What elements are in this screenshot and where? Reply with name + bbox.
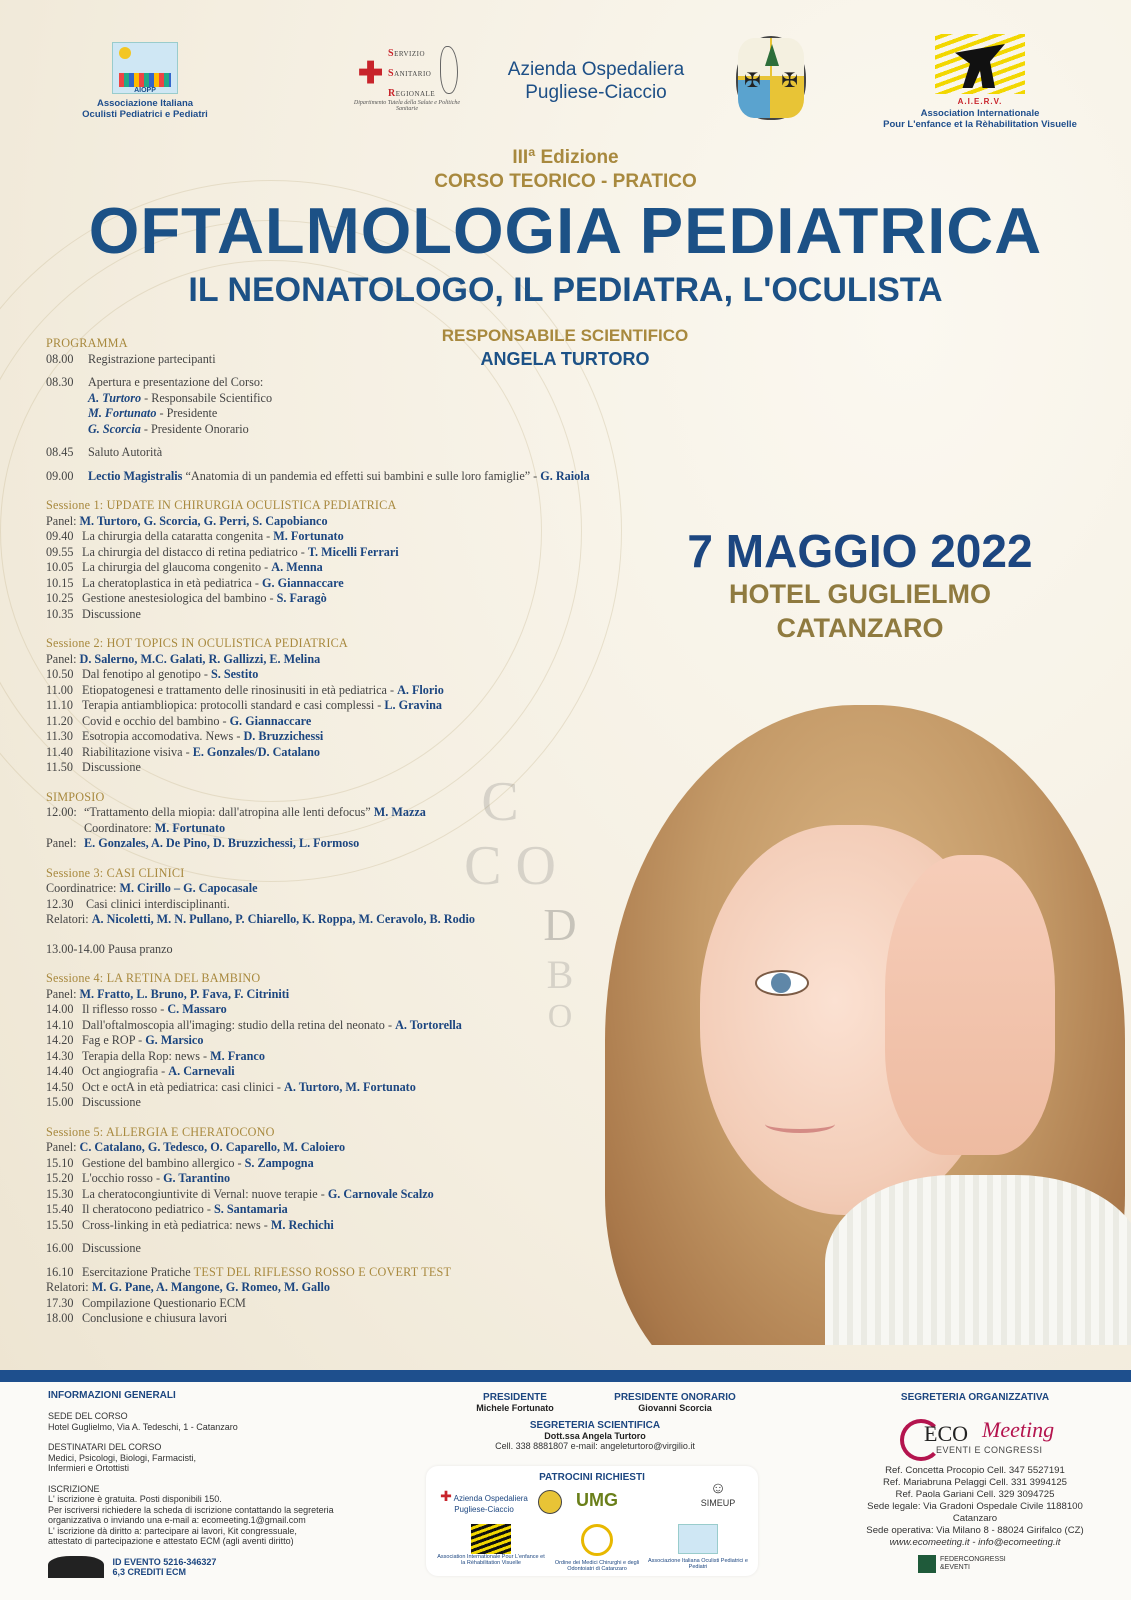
list-item: 09.40 La chirurgia della cataratta congenita - M. Fortunato — [46, 529, 344, 543]
list-item: 10.15 La cheratoplastica in età pediatrica - G. Giannaccare — [46, 575, 344, 590]
list-item: 08.00 Registrazione partecipanti — [46, 351, 216, 366]
ecomeeting-logo: ECO Meeting EVENTI E CONGRESSI — [900, 1417, 1050, 1457]
scientific-lead: RESPONSABILE SCIENTIFICO ANGELA TURTORO — [441, 326, 689, 369]
list-item: M. Fortunato - Presidente — [88, 406, 218, 420]
aierv-logo — [880, 30, 1080, 130]
federcongressi-icon — [918, 1555, 936, 1573]
general-info: INFORMAZIONI GENERALI SEDE DEL CORSO Hotel Guglielmo, Via A. Tedeschi, 1 - Catanzaro DESTINATARI DEL CORSO Medici, Psicologi, Biologi, Farmacisti, Infermieri e Ortottisti ISCRIZIONE L' iscrizione è gratuita. Posti disponibili 150. Per iscriversi richiedere la scheda di iscrizione contattando la segreteria organizzativa o inviando una e-mail a: ecomeeting.1@gmail.com L' iscrizione dà diritto a: partecipare ai lavori, Kit congressuale, attestato di partecipazione e attestato ECM (agli aventi diritto) — [48, 1390, 334, 1546]
organizing-secretariat: SEGRETERIA ORGANIZZATIVA ECO Meeting EVENTI E CONGRESSI Ref. Concetta Procopio Cell. 347 5527191 Ref. Mariabruna Pelaggi Cell. 331 3994125 Ref. Paola Gariani Cell. 329 3094725 Sede legale: Via Gradoni Ospedale Civile 1188100 Catanzaro Sede operativa: Via Milano 8 - 88024 Girifalco (CZ) www.ecomeeting.it - info@ecomeeting.it — [866, 1392, 1084, 1548]
session-heading: Sessione 2: HOT TOPICS IN OCULISTICA PEDIATRICA — [46, 636, 348, 650]
subtitle: IL NEONATOLOGO, IL PEDIATRA, L'OCULISTA — [188, 271, 943, 309]
umg-logo: UMG — [576, 1490, 618, 1510]
session-heading: SIMPOSIO — [46, 789, 105, 804]
list-item: 15.10 Gestione del bambino allergico - S. Zampogna — [46, 1155, 314, 1170]
list-item: 10.25 Gestione anestesiologica del bambino - S. Faragò — [46, 591, 327, 605]
list-item: 14.50 Oct e octA in età pediatrica: casi clinici - A. Turtoro, M. Fortunato — [46, 1079, 416, 1094]
list-item: 09.55 La chirurgia del distacco di retina pediatrico - T. Micelli Ferrari — [46, 544, 399, 559]
list-item: Coordinatrice: M. Cirillo – G. Capocasale — [46, 881, 258, 895]
session-heading: Sessione 4: LA RETINA DEL BAMBINO — [46, 971, 261, 985]
list-item: 14.10 Dall'oftalmoscopia all'imaging: studio della retina del neonato - A. Tortorella — [46, 1017, 462, 1032]
azienda-ospedaliera-logo: Azienda Ospedaliera Pugliese-Ciaccio — [507, 59, 685, 103]
session-heading: Sessione 3: CASI CLINICI — [46, 865, 185, 880]
list-item: 12.00: “Trattamento della miopia: dall'atropina alle lenti defocus” M. Mazza — [46, 805, 426, 819]
list-item: 16.10 Esercitazione Pratiche TEST DEL RIFLESSO ROSSO E COVERT TEST — [46, 1264, 452, 1279]
list-item: 08.30 Apertura e presentazione del Corso: — [46, 375, 264, 389]
session-heading: Sessione 1: UPDATE IN CHIRURGIA OCULISTICA PEDIATRICA — [46, 498, 397, 512]
red-cross-icon: ✚ — [358, 57, 384, 90]
aiopp-logo — [80, 42, 210, 120]
list-item: 11.40 Riabilitazione visiva - E. Gonzales/D. Catalano — [46, 744, 320, 759]
list-item: 13.00-14.00 Pausa pranzo — [46, 941, 173, 956]
aierv-emblem: A.I.E.R.V. — [925, 30, 1035, 102]
list-item: 11.00 Etiopatogenesi e trattamento delle rinosinusiti in età pediatrica - A. Florio — [46, 682, 444, 697]
children-icon — [119, 73, 171, 87]
federcongressi-logo: FEDERCONGRESSI &EVENTI — [918, 1555, 1006, 1573]
event-date: 7 MAGGIO 2022 — [687, 525, 1033, 577]
eye-chart: C C O D B O — [464, 771, 577, 1035]
programme-heading: PROGRAMMA — [46, 336, 128, 350]
list-item: 15.30 La cheratocongiuntivite di Vernal: nuove terapie - G. Carnovale Scalzo — [46, 1186, 434, 1201]
azienda-patron-logo: ✚ Azienda Ospedaliera Pugliese-Ciaccio — [440, 1488, 528, 1514]
list-item: Relatori: A. Nicoletti, M. N. Pullano, P. Chiarello, K. Roppa, M. Ceravolo, B. Rodio — [46, 912, 475, 926]
event-id: ID EVENTO 5216-346327 6,3 CREDITI ECM — [48, 1556, 348, 1578]
list-item: G. Scorcia - Presidente Onorario — [88, 421, 249, 436]
ordine-medici-logo: Ordine dei Medici Chirurghi e degli Odontoiatri di Catanzaro — [552, 1524, 642, 1572]
list-item: Coordinatore: M. Fortunato — [84, 820, 226, 835]
hand-icon — [885, 855, 1055, 1155]
aiopp-caption: Associazione Italiana Oculisti Pediatrici e Pediatri — [82, 98, 208, 120]
list-item: Panel: M. Fratto, L. Bruno, P. Fava, F. Citriniti — [46, 986, 290, 1001]
list-item: Panel: E. Gonzales, A. De Pino, D. Bruzzichessi, L. Formoso — [46, 836, 360, 850]
group-silhouette-icon — [48, 1556, 104, 1578]
list-item: 11.10 Terapia antiambliopica: protocolli standard e casi complessi - L. Gravina — [46, 698, 442, 712]
list-item: 08.45 Saluto Autorità — [46, 445, 163, 459]
list-item: 14.00 Il riflesso rosso - C. Massaro — [46, 1002, 227, 1016]
calabria-map-icon — [440, 46, 458, 94]
ssr-caption: Dipartimento Tutela della Salute e Politiche Sanitarie — [353, 100, 461, 112]
programme — [46, 336, 666, 1327]
list-item: 15.20 L'occhio rosso - G. Tarantino — [46, 1171, 231, 1185]
edition-heading: IIIª Edizione CORSO TEORICO - PRATICO — [434, 147, 697, 192]
list-item: 15.40 Il cheratocono pediatrico - S. Santamaria — [46, 1202, 288, 1216]
event-hotel: HOTEL GUGLIELMO — [729, 579, 991, 609]
region-crest-icon: ✠ ✠ — [736, 36, 806, 120]
patronage-box: PATROCINI RICHIESTI ✚ Azienda Ospedaliera Pugliese-Ciaccio UMG ☺ SIMEUP Association Internationale Pour L'enfance et la Rèhabilitation Visuelle Ordine dei Medici Chirurghi e degli Odontoiatri di Catanzaro Associazione Italiana Oculisti Pediatrici e Pediatri — [426, 1466, 758, 1576]
list-item: 15.00 Discussione — [46, 1095, 141, 1109]
list-item: 10.05 La chirurgia del glaucoma congenito - A. Menna — [46, 560, 323, 574]
aierv-caption: Association Internationale Pour L'enfance et la Rèhabilitation Visuelle — [883, 108, 1077, 130]
region-crest-icon — [538, 1490, 562, 1514]
list-item: Panel: C. Catalano, G. Tedesco, O. Caparello, M. Caloiero — [46, 1140, 346, 1154]
event-city: CATANZARO — [776, 613, 944, 643]
list-item: 18.00 Conclusione e chiusura lavori — [46, 1311, 228, 1325]
aiopp-emblem — [112, 42, 178, 94]
list-item: 11.50 Discussione — [46, 760, 141, 774]
list-item: 14.20 Fag e ROP - G. Marsico — [46, 1033, 204, 1047]
aiopp-label: AIOPP — [134, 87, 156, 94]
footer-divider — [0, 1370, 1131, 1382]
aierv-patron-logo: Association Internationale Pour L'enfance et la Rèhabilitation Visuelle — [436, 1524, 546, 1566]
main-title: OFTALMOLOGIA PEDIATRICA — [88, 194, 1043, 267]
presidents: PRESIDENTE Michele Fortunato PRESIDENTE ONORARIO Giovanni Scorcia SEGRETERIA SCIENTIFICA Dott.ssa Angela Turtoro Cell. 338 8881807 e-mail: angeleturtoro@virgilio.it — [476, 1392, 736, 1451]
list-item: A. Turtoro - Responsabile Scientifico — [88, 390, 273, 405]
list-item: 10.35 Discussione — [46, 606, 141, 621]
list-item: 11.20 Covid e occhio del bambino - G. Giannaccare — [46, 713, 312, 728]
list-item: Panel: M. Turtoro, G. Scorcia, G. Perri, S. Capobianco — [46, 513, 328, 528]
list-item: 17.30 Compilazione Questionario ECM — [46, 1295, 246, 1310]
aiopp-patron-logo: Associazione Italiana Oculisti Pediatrici e Pediatri — [648, 1524, 748, 1570]
ssr-logo: ✚ SERVIZIO SANITARIO REGIONALE Dipartimento Tutela della Salute e Politiche Sanitarie — [353, 48, 461, 112]
session-heading: Sessione 5: ALLERGIA E CHERATOCONO — [46, 1124, 275, 1139]
list-item: 15.50 Cross-linking in età pediatrica: news - M. Rechichi — [46, 1217, 334, 1232]
list-item: Relatori: M. G. Pane, A. Mangone, G. Romeo, M. Gallo — [46, 1280, 331, 1294]
list-item: 10.50 Dal fenotipo al genotipo - S. Sestito — [46, 667, 259, 681]
simeup-logo: ☺ SIMEUP — [700, 1480, 736, 1508]
sun-icon — [119, 47, 131, 59]
list-item: 14.30 Terapia della Rop: news - M. Franco — [46, 1048, 265, 1063]
list-item: 12.30 Casi clinici interdisciplinanti. — [46, 896, 230, 911]
list-item: 11.30 Esotropia accomodativa. News - D. Bruzzichessi — [46, 729, 324, 743]
list-item: 09.00 Lectio Magistralis “Anatomia di un pandemia ed effetti sui bambini e sulle loro famiglie” - G. Raiola — [46, 468, 590, 483]
event-info — [650, 525, 1070, 645]
list-item: 16.00 Discussione — [46, 1241, 141, 1255]
list-item: Panel: D. Salerno, M.C. Galati, R. Gallizzi, E. Melina — [46, 651, 321, 666]
list-item: 14.40 Oct angiografia - A. Carnevali — [46, 1064, 235, 1078]
